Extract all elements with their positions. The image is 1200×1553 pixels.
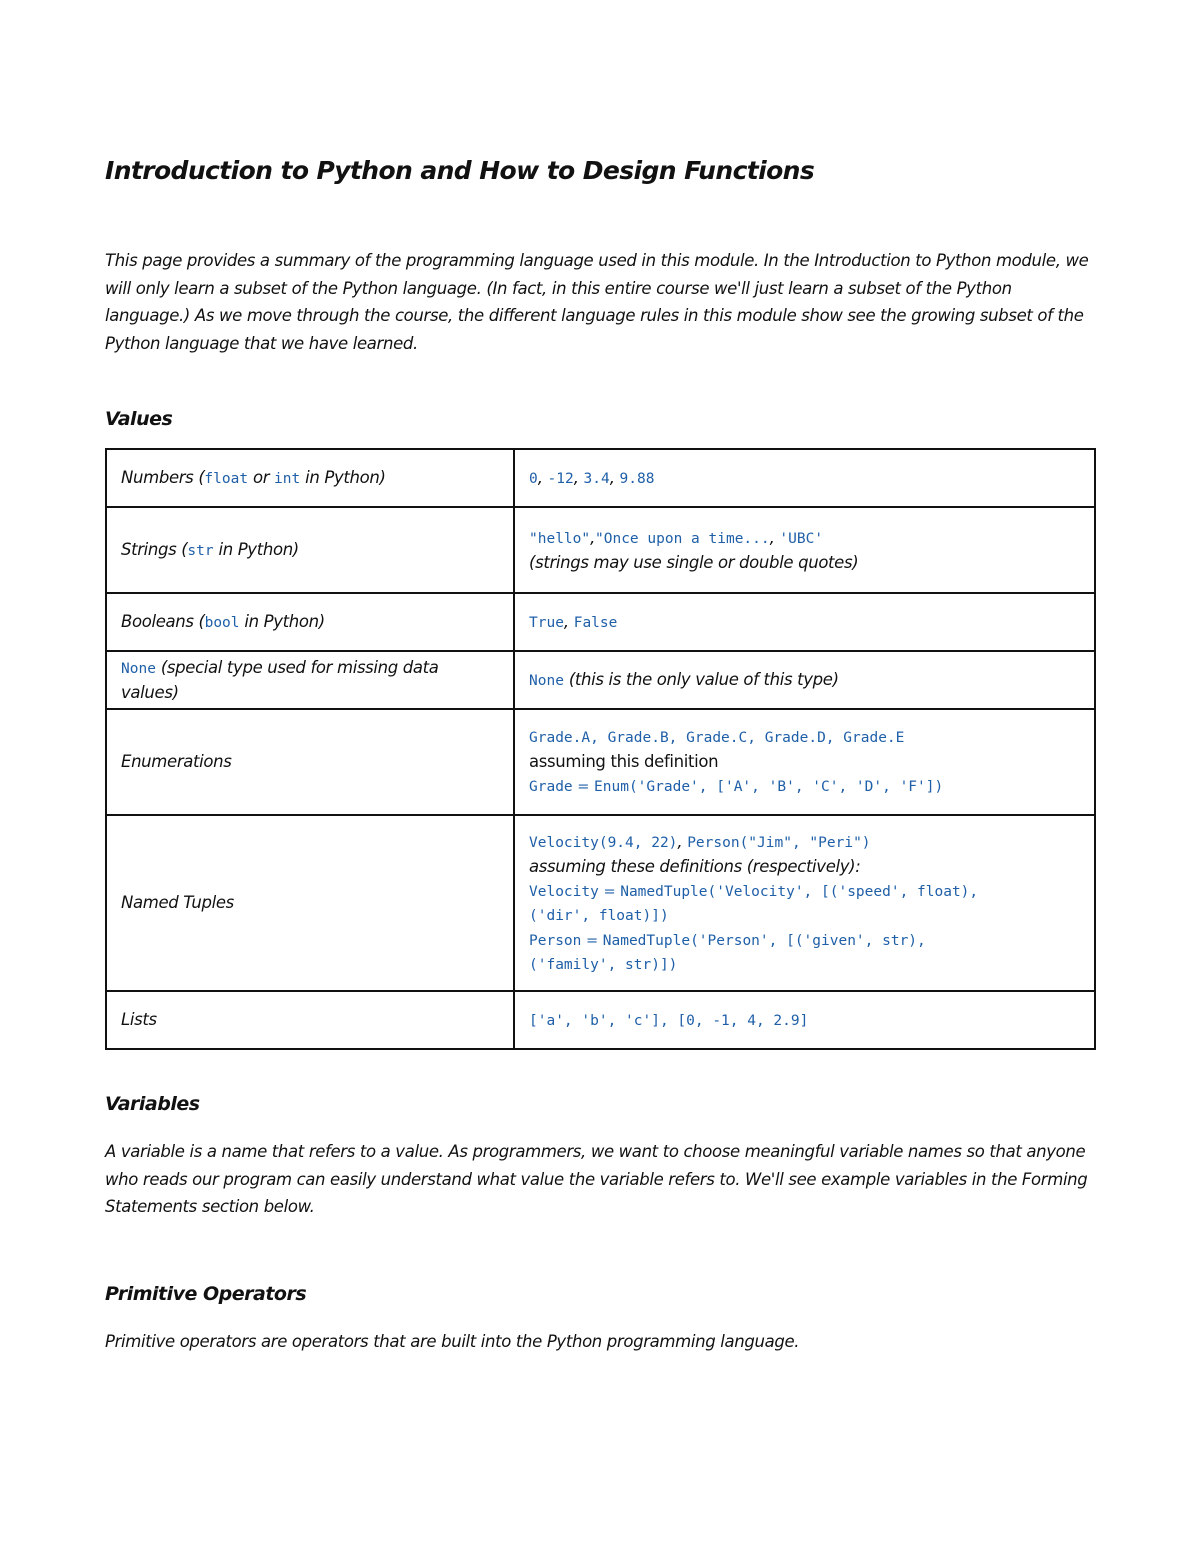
intro-paragraph: This page provides a summary of the programming language used in this module. In the Introduction to Python module, we will only learn a subset of the Python language. (In fact, in this entire course we'll just learn a subset of the Python language.) As we move through the course, the different language rules in this module show see the growing subset of the Python language that we have learned. [105, 251, 1089, 353]
type-suffix: in Python) [239, 611, 325, 631]
strings-note: (strings may use single or double quotes) [529, 552, 859, 572]
example-value: ['a', 'b', 'c'], [0, -1, 4, 2.9] [529, 1012, 809, 1029]
example-value: "hello" [529, 530, 591, 547]
example-cell-numbers [514, 449, 1095, 507]
example-cell-none [514, 651, 1095, 709]
example-code: Velocity [529, 883, 599, 900]
separator: , [573, 467, 584, 487]
table-row-none [106, 651, 1095, 709]
separator: , [537, 467, 548, 487]
example-value: Velocity(9.4, 22) [529, 834, 678, 851]
table-row-strings [106, 507, 1095, 593]
table-row-named-tuples [106, 815, 1095, 991]
type-suffix: in Python) [213, 539, 299, 559]
values-table [105, 448, 1096, 1050]
code-str: str [187, 542, 214, 559]
none-note: (this is the only value of this type) [563, 669, 839, 689]
type-cell-none [106, 651, 514, 709]
type-cell-lists: Lists [106, 991, 514, 1049]
example-code: ('family', str)]) [529, 956, 678, 973]
example-value: 'UBC' [779, 530, 824, 547]
equals-sign: = [572, 778, 595, 795]
example-code: NamedTuple('Person', [('given', str), [602, 932, 926, 949]
type-label: Strings ( [121, 539, 188, 559]
enum-note: assuming this definition [529, 751, 719, 771]
example-code: Person [529, 932, 582, 949]
example-value: True [529, 614, 564, 631]
example-cell-booleans [514, 593, 1095, 651]
operators-heading: Primitive Operators [105, 1283, 307, 1305]
table-row-enumerations [106, 709, 1095, 815]
separator: , [769, 527, 780, 547]
equals-sign: = [598, 883, 621, 900]
example-value: Grade.A, Grade.B, Grade.C, Grade.D, Grade.E [529, 729, 905, 746]
example-value: False [573, 614, 618, 631]
code-float: float [204, 470, 249, 487]
values-heading: Values [105, 408, 173, 430]
operators-paragraph: Primitive operators are operators that are built into the Python programming language. [105, 1332, 800, 1351]
example-code: NamedTuple('Velocity', [('speed', float), [620, 883, 979, 900]
separator: , [677, 831, 688, 851]
example-value: 0 [529, 470, 538, 487]
code-int: int [274, 470, 301, 487]
table-row-booleans [106, 593, 1095, 651]
example-cell-enumerations [514, 709, 1095, 815]
example-value: Person("Jim", "Peri") [687, 834, 871, 851]
code-none: None [121, 660, 156, 677]
type-cell-enumerations: Enumerations [106, 709, 514, 815]
type-cell-numbers [106, 449, 514, 507]
type-suffix: in Python) [300, 467, 386, 487]
type-label: Booleans ( [121, 611, 205, 631]
example-value: -12 [547, 470, 574, 487]
equals-sign: = [581, 932, 603, 949]
separator: , [590, 527, 596, 547]
example-code: Grade [529, 778, 573, 795]
page-title: Introduction to Python and How to Design Functions [105, 156, 815, 185]
separator: , [563, 611, 574, 631]
type-suffix: (special type used for missing data values) [121, 657, 439, 702]
code-bool: bool [204, 614, 240, 631]
separator: , [609, 467, 620, 487]
type-cell-strings [106, 507, 514, 593]
table-row-lists [106, 991, 1095, 1049]
variables-heading: Variables [105, 1093, 200, 1115]
example-value: "Once upon a time... [595, 530, 770, 547]
variables-paragraph: A variable is a name that refers to a value. As programmers, we want to choose meaningful variable names so that anyone who reads our program can easily understand what value the variable refers to. We'll see example variables in the Forming Statements section below. [105, 1142, 1088, 1216]
type-label: Numbers ( [121, 467, 205, 487]
example-code: Enum('Grade', ['A', 'B', 'C', 'D', 'F']) [594, 778, 944, 795]
example-value: None [529, 672, 564, 689]
example-cell-named-tuples [514, 815, 1095, 991]
named-tuple-note: assuming these definitions (respectively): [529, 856, 861, 876]
example-cell-lists [514, 991, 1095, 1049]
example-code: ('dir', float)]) [529, 907, 669, 924]
example-cell-strings [514, 507, 1095, 593]
type-cell-named-tuples: Named Tuples [106, 815, 514, 991]
example-value: 3.4 [583, 470, 610, 487]
type-cell-booleans [106, 593, 514, 651]
table-row-numbers [106, 449, 1095, 507]
type-or: or [248, 467, 275, 487]
example-value: 9.88 [619, 470, 655, 487]
